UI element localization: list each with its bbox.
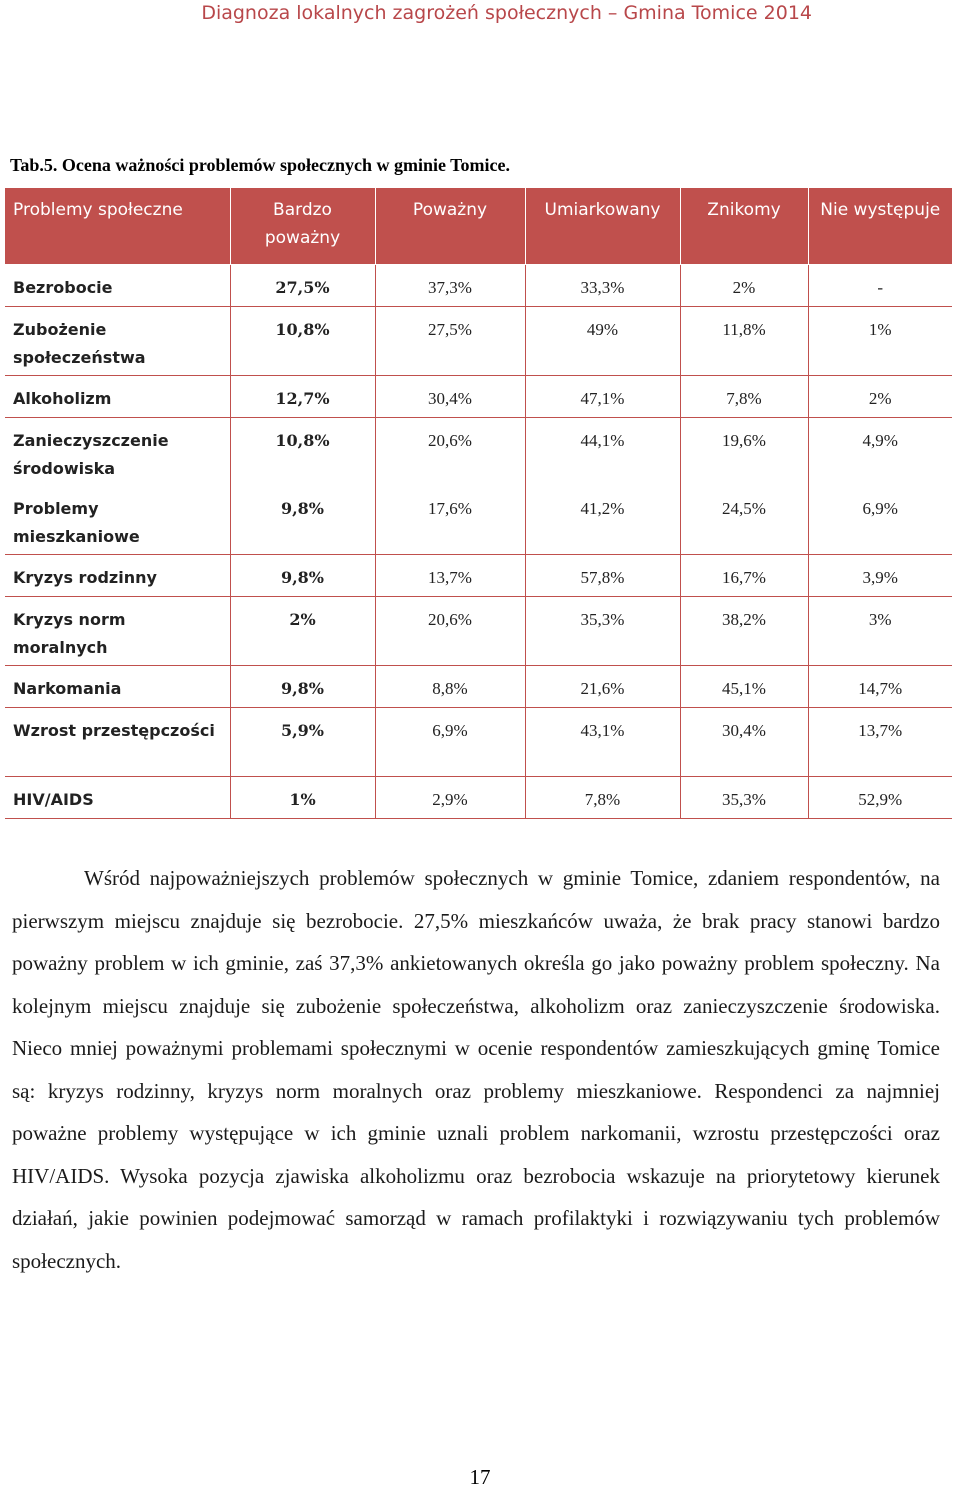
column-header: Nie występuje	[808, 188, 952, 265]
table-cell: 3,9%	[808, 555, 952, 597]
row-label: Wzrost przestępczości	[5, 708, 230, 777]
row-label: Zubożenie społeczeństwa	[5, 307, 230, 376]
table-row	[5, 307, 952, 376]
table-cell: 45,1%	[680, 666, 808, 708]
table-cell: 8,8%	[375, 666, 525, 708]
table-row	[5, 708, 952, 777]
column-header: Umiarkowany	[525, 188, 680, 265]
column-header: Znikomy	[680, 188, 808, 265]
table-cell: 2%	[230, 597, 375, 666]
table-cell: 16,7%	[680, 555, 808, 597]
table-row	[5, 376, 952, 418]
problems-table	[5, 188, 952, 819]
table-cell: 14,7%	[808, 666, 952, 708]
table-cell: 27,5%	[230, 265, 375, 307]
table-cell: 6,9%	[808, 486, 952, 555]
table-cell: 9,8%	[230, 555, 375, 597]
page-number: 17	[469, 1465, 491, 1489]
table-cell: 33,3%	[525, 265, 680, 307]
table-header-row	[5, 188, 952, 265]
table-cell: 1%	[230, 777, 375, 819]
table-cell: 11,8%	[680, 307, 808, 376]
table-cell: 10,8%	[230, 418, 375, 487]
table-row	[5, 555, 952, 597]
column-header: Poważny	[375, 188, 525, 265]
table-cell: 2,9%	[375, 777, 525, 819]
table-cell: 17,6%	[375, 486, 525, 555]
row-label: Alkoholizm	[5, 376, 230, 418]
table-cell: 27,5%	[375, 307, 525, 376]
table-cell: 19,6%	[680, 418, 808, 487]
running-header: Diagnoza lokalnych zagrożeń społecznych – Gmina Tomice 2014	[201, 2, 812, 24]
row-label: Kryzys rodzinny	[5, 555, 230, 597]
column-header: Problemy społeczne	[5, 188, 230, 265]
table-cell: 24,5%	[680, 486, 808, 555]
row-label: HIV/AIDS	[5, 777, 230, 819]
table-row	[5, 486, 952, 555]
row-label: Problemy mieszkaniowe	[5, 486, 230, 555]
row-label: Kryzys norm moralnych	[5, 597, 230, 666]
table-cell: 9,8%	[230, 486, 375, 555]
table-cell: 6,9%	[375, 708, 525, 777]
table-row	[5, 265, 952, 307]
table-cell: 13,7%	[375, 555, 525, 597]
table-cell: 2%	[808, 376, 952, 418]
table-cell: 7,8%	[525, 777, 680, 819]
table-row	[5, 597, 952, 666]
table-cell: 30,4%	[680, 708, 808, 777]
table-cell: -	[808, 265, 952, 307]
table-cell: 2%	[680, 265, 808, 307]
table-cell: 41,2%	[525, 486, 680, 555]
table-cell: 37,3%	[375, 265, 525, 307]
table-row	[5, 777, 952, 819]
table-cell: 13,7%	[808, 708, 952, 777]
table-cell: 7,8%	[680, 376, 808, 418]
table-caption: Tab.5. Ocena ważności problemów społecznych w gminie Tomice.	[10, 155, 511, 175]
row-label: Bezrobocie	[5, 265, 230, 307]
table-cell: 20,6%	[375, 597, 525, 666]
table-cell: 49%	[525, 307, 680, 376]
table-cell: 35,3%	[525, 597, 680, 666]
table-cell: 21,6%	[525, 666, 680, 708]
column-header: Bardzo poważny	[230, 188, 375, 265]
table-row	[5, 666, 952, 708]
table-cell: 5,9%	[230, 708, 375, 777]
table-cell: 9,8%	[230, 666, 375, 708]
table-row	[5, 418, 952, 487]
table-cell: 30,4%	[375, 376, 525, 418]
table-cell: 35,3%	[680, 777, 808, 819]
table-cell: 4,9%	[862, 431, 898, 450]
row-label: Narkomania	[5, 666, 230, 708]
table-cell: 57,8%	[525, 555, 680, 597]
table-cell: 52,9%	[808, 777, 952, 819]
body-text: Wśród najpoważniejszych problemów społecznych w gminie Tomice, zdaniem respondentów, na pierwszym miejscu znajduje się bezrobocie. 27,5% mieszkańców uważa, że brak pracy stanowi bardzo poważny problem w ich gminie, zaś 37,3% ankietowanych określa go jako poważny problem społeczny. Na kolejnym miejscu znajduje się zubożenie społeczeństwa, alkoholizm oraz zanieczyszczenie środowiska. Nieco mniej poważnymi problemami społecznymi w ocenie respondentów zamieszkujących gminę Tomice są: kryzys rodzinny, kryzys norm moralnych oraz problemy mieszkaniowe. Respondenci za najmniej poważne problemy występujące w ich gminie uznali problem narkomanii, wzrostu przestępczości oraz HIV/AIDS. Wysoka pozycja zjawiska alkoholizmu oraz bezrobocia wskazuje na priorytetowy kierunek działań, jakie powinien podejmować samorząd w ramach profilaktyki i rozwiązywaniu tych problemów społecznych.	[12, 866, 940, 1273]
table-cell: 1%	[808, 307, 952, 376]
table-cell: 47,1%	[525, 376, 680, 418]
table-cell: 3%	[808, 597, 952, 666]
table-cell: 20,6%	[375, 418, 525, 487]
table-cell: 43,1%	[525, 708, 680, 777]
body-paragraph	[12, 857, 940, 1282]
table-cell: 12,7%	[230, 376, 375, 418]
table-cell: 10,8%	[230, 307, 375, 376]
table-cell: 38,2%	[680, 597, 808, 666]
table-cell: 44,1%	[525, 418, 680, 487]
row-label: Zanieczyszczenie środowiska	[5, 418, 230, 487]
